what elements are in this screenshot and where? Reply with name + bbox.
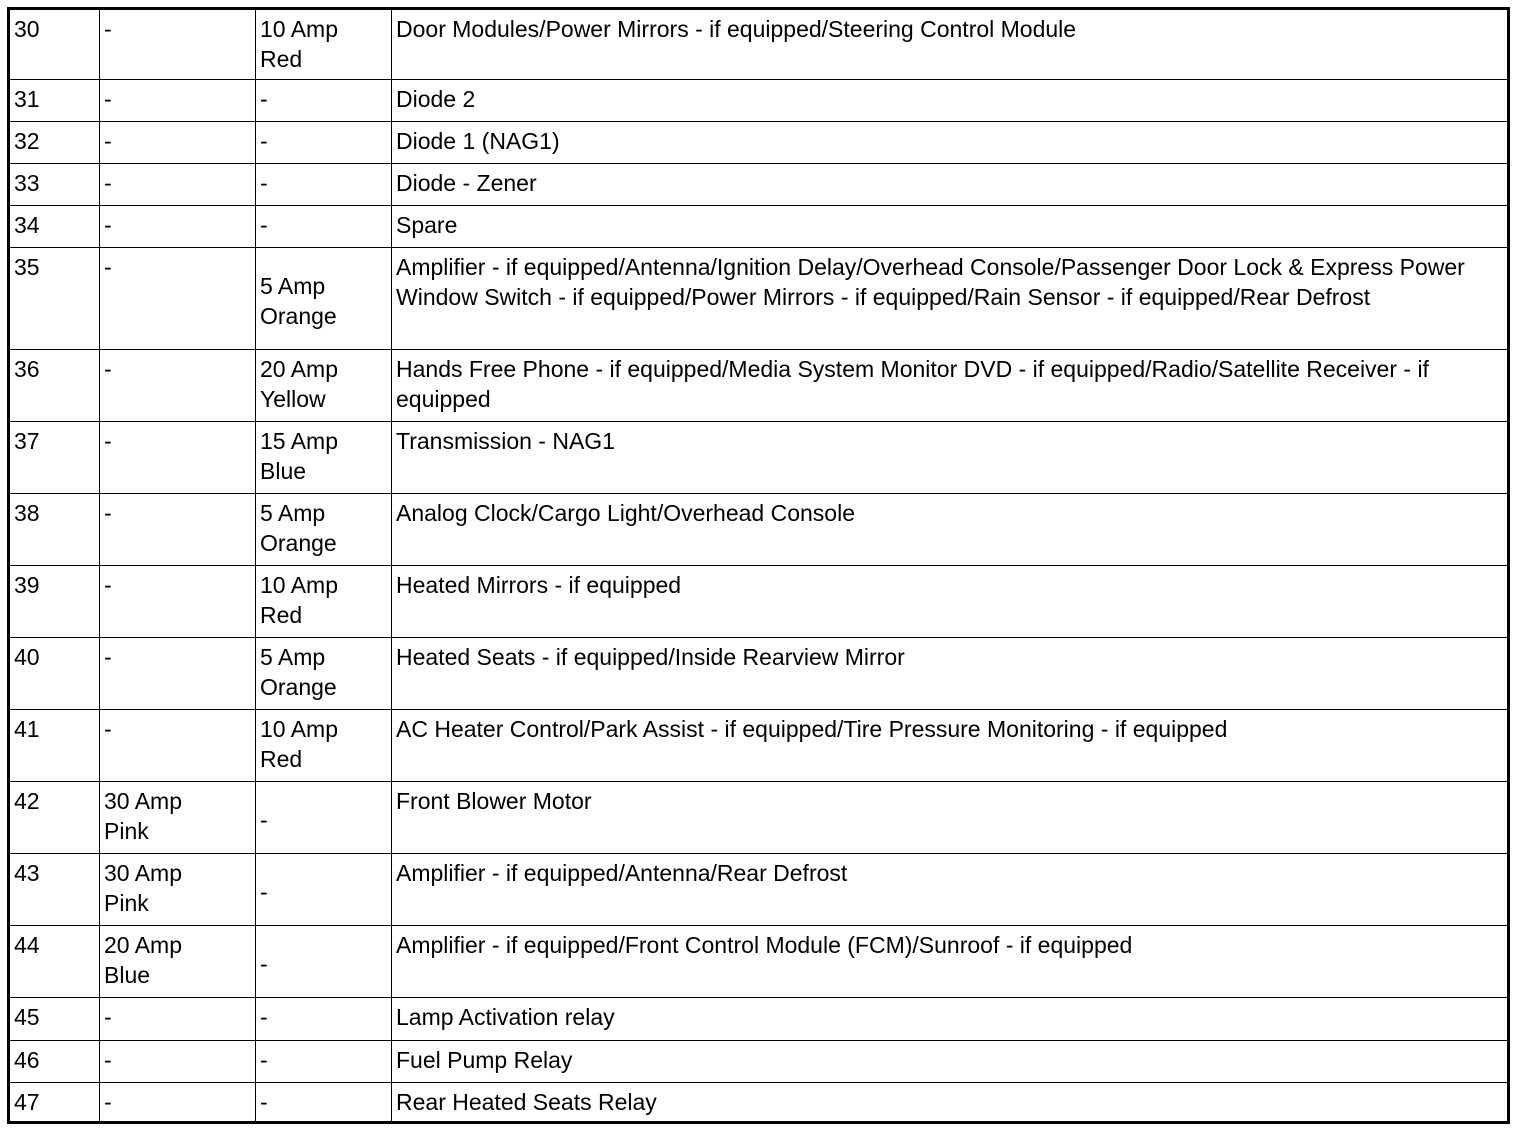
cartridge-fuse-cell: -: [100, 422, 256, 494]
cartridge-fuse-cell: 20 Amp Blue: [100, 926, 256, 998]
cavity-cell: 36: [9, 350, 100, 422]
cartridge-fuse-cell: -: [100, 998, 256, 1041]
mini-fuse-cell: -: [256, 206, 392, 248]
cartridge-fuse-cell: 30 Amp Pink: [100, 854, 256, 926]
table-row: [9, 1041, 1509, 1083]
cavity-cell: 43: [9, 854, 100, 926]
cavity-cell: 34: [9, 206, 100, 248]
description-cell: Fuel Pump Relay: [392, 1041, 1509, 1083]
description-cell: Diode 2: [392, 80, 1509, 122]
table-row: [9, 248, 1509, 350]
cavity-cell: 39: [9, 566, 100, 638]
cartridge-fuse-cell: -: [100, 638, 256, 710]
table-row: [9, 854, 1509, 926]
table-row: [9, 422, 1509, 494]
table-row: [9, 494, 1509, 566]
description-cell: Door Modules/Power Mirrors - if equipped/Steering Control Module: [392, 9, 1509, 80]
description-cell: Rear Heated Seats Relay: [392, 1083, 1509, 1123]
cavity-cell: 46: [9, 1041, 100, 1083]
description-cell: Transmission - NAG1: [392, 422, 1509, 494]
table-row: [9, 998, 1509, 1041]
cartridge-fuse-cell: -: [100, 164, 256, 206]
mini-fuse-cell: 15 Amp Blue: [256, 422, 392, 494]
mini-fuse-cell: -: [256, 164, 392, 206]
cavity-cell: 45: [9, 998, 100, 1041]
cavity-cell: 41: [9, 710, 100, 782]
cavity-cell: 44: [9, 926, 100, 998]
cavity-cell: 33: [9, 164, 100, 206]
description-cell: Amplifier - if equipped/Antenna/Ignition Delay/Overhead Console/Passenger Door Lock & Express Power Window Switch - if equipped/Power Mirrors - if equipped/Rain Sensor - if equipped/Rear Defrost: [392, 248, 1509, 350]
table-row: [9, 926, 1509, 998]
cartridge-fuse-cell: -: [100, 494, 256, 566]
description-cell: AC Heater Control/Park Assist - if equipped/Tire Pressure Monitoring - if equipped: [392, 710, 1509, 782]
table-row: [9, 710, 1509, 782]
cavity-cell: 31: [9, 80, 100, 122]
table-row: [9, 206, 1509, 248]
mini-fuse-cell: -: [256, 926, 392, 998]
cartridge-fuse-cell: -: [100, 122, 256, 164]
mini-fuse-cell: -: [256, 782, 392, 854]
cartridge-fuse-cell: -: [100, 566, 256, 638]
cartridge-fuse-cell: -: [100, 350, 256, 422]
table-row: [9, 122, 1509, 164]
description-cell: Heated Mirrors - if equipped: [392, 566, 1509, 638]
table-row: [9, 638, 1509, 710]
cavity-cell: 47: [9, 1083, 100, 1123]
mini-fuse-cell: -: [256, 854, 392, 926]
table-row: [9, 566, 1509, 638]
cartridge-fuse-cell: -: [100, 9, 256, 80]
description-cell: Hands Free Phone - if equipped/Media System Monitor DVD - if equipped/Radio/Satellite Receiver - if equipped: [392, 350, 1509, 422]
table-row: [9, 164, 1509, 206]
mini-fuse-cell: 10 Amp Red: [256, 710, 392, 782]
cavity-cell: 38: [9, 494, 100, 566]
cavity-cell: 42: [9, 782, 100, 854]
mini-fuse-cell: -: [256, 80, 392, 122]
mini-fuse-cell: -: [256, 1041, 392, 1083]
table-row: [9, 1083, 1509, 1123]
cartridge-fuse-cell: -: [100, 80, 256, 122]
mini-fuse-cell: 20 Amp Yellow: [256, 350, 392, 422]
description-cell: Amplifier - if equipped/Antenna/Rear Defrost: [392, 854, 1509, 926]
mini-fuse-cell: -: [256, 998, 392, 1041]
cavity-cell: 35: [9, 248, 100, 350]
mini-fuse-cell: 5 Amp Orange: [256, 494, 392, 566]
description-cell: Diode - Zener: [392, 164, 1509, 206]
cavity-cell: 37: [9, 422, 100, 494]
fuse-table-body: [9, 9, 1509, 1123]
fuse-table: [7, 7, 1510, 1124]
cavity-cell: 32: [9, 122, 100, 164]
mini-fuse-cell: 10 Amp Red: [256, 566, 392, 638]
description-cell: Diode 1 (NAG1): [392, 122, 1509, 164]
table-row: [9, 782, 1509, 854]
description-cell: Heated Seats - if equipped/Inside Rearview Mirror: [392, 638, 1509, 710]
cartridge-fuse-cell: -: [100, 248, 256, 350]
cavity-cell: 30: [9, 9, 100, 80]
description-cell: Front Blower Motor: [392, 782, 1509, 854]
description-cell: Amplifier - if equipped/Front Control Module (FCM)/Sunroof - if equipped: [392, 926, 1509, 998]
description-cell: Analog Clock/Cargo Light/Overhead Console: [392, 494, 1509, 566]
cartridge-fuse-cell: -: [100, 710, 256, 782]
cartridge-fuse-cell: -: [100, 206, 256, 248]
cartridge-fuse-cell: -: [100, 1083, 256, 1123]
mini-fuse-cell: 5 Amp Orange: [256, 248, 392, 350]
table-row: [9, 350, 1509, 422]
table-row: [9, 80, 1509, 122]
mini-fuse-cell: -: [256, 122, 392, 164]
mini-fuse-cell: 5 Amp Orange: [256, 638, 392, 710]
cartridge-fuse-cell: -: [100, 1041, 256, 1083]
description-cell: Lamp Activation relay: [392, 998, 1509, 1041]
cavity-cell: 40: [9, 638, 100, 710]
mini-fuse-cell: -: [256, 1083, 392, 1123]
table-row: [9, 9, 1509, 80]
description-cell: Spare: [392, 206, 1509, 248]
cartridge-fuse-cell: 30 Amp Pink: [100, 782, 256, 854]
mini-fuse-cell: 10 Amp Red: [256, 9, 392, 80]
